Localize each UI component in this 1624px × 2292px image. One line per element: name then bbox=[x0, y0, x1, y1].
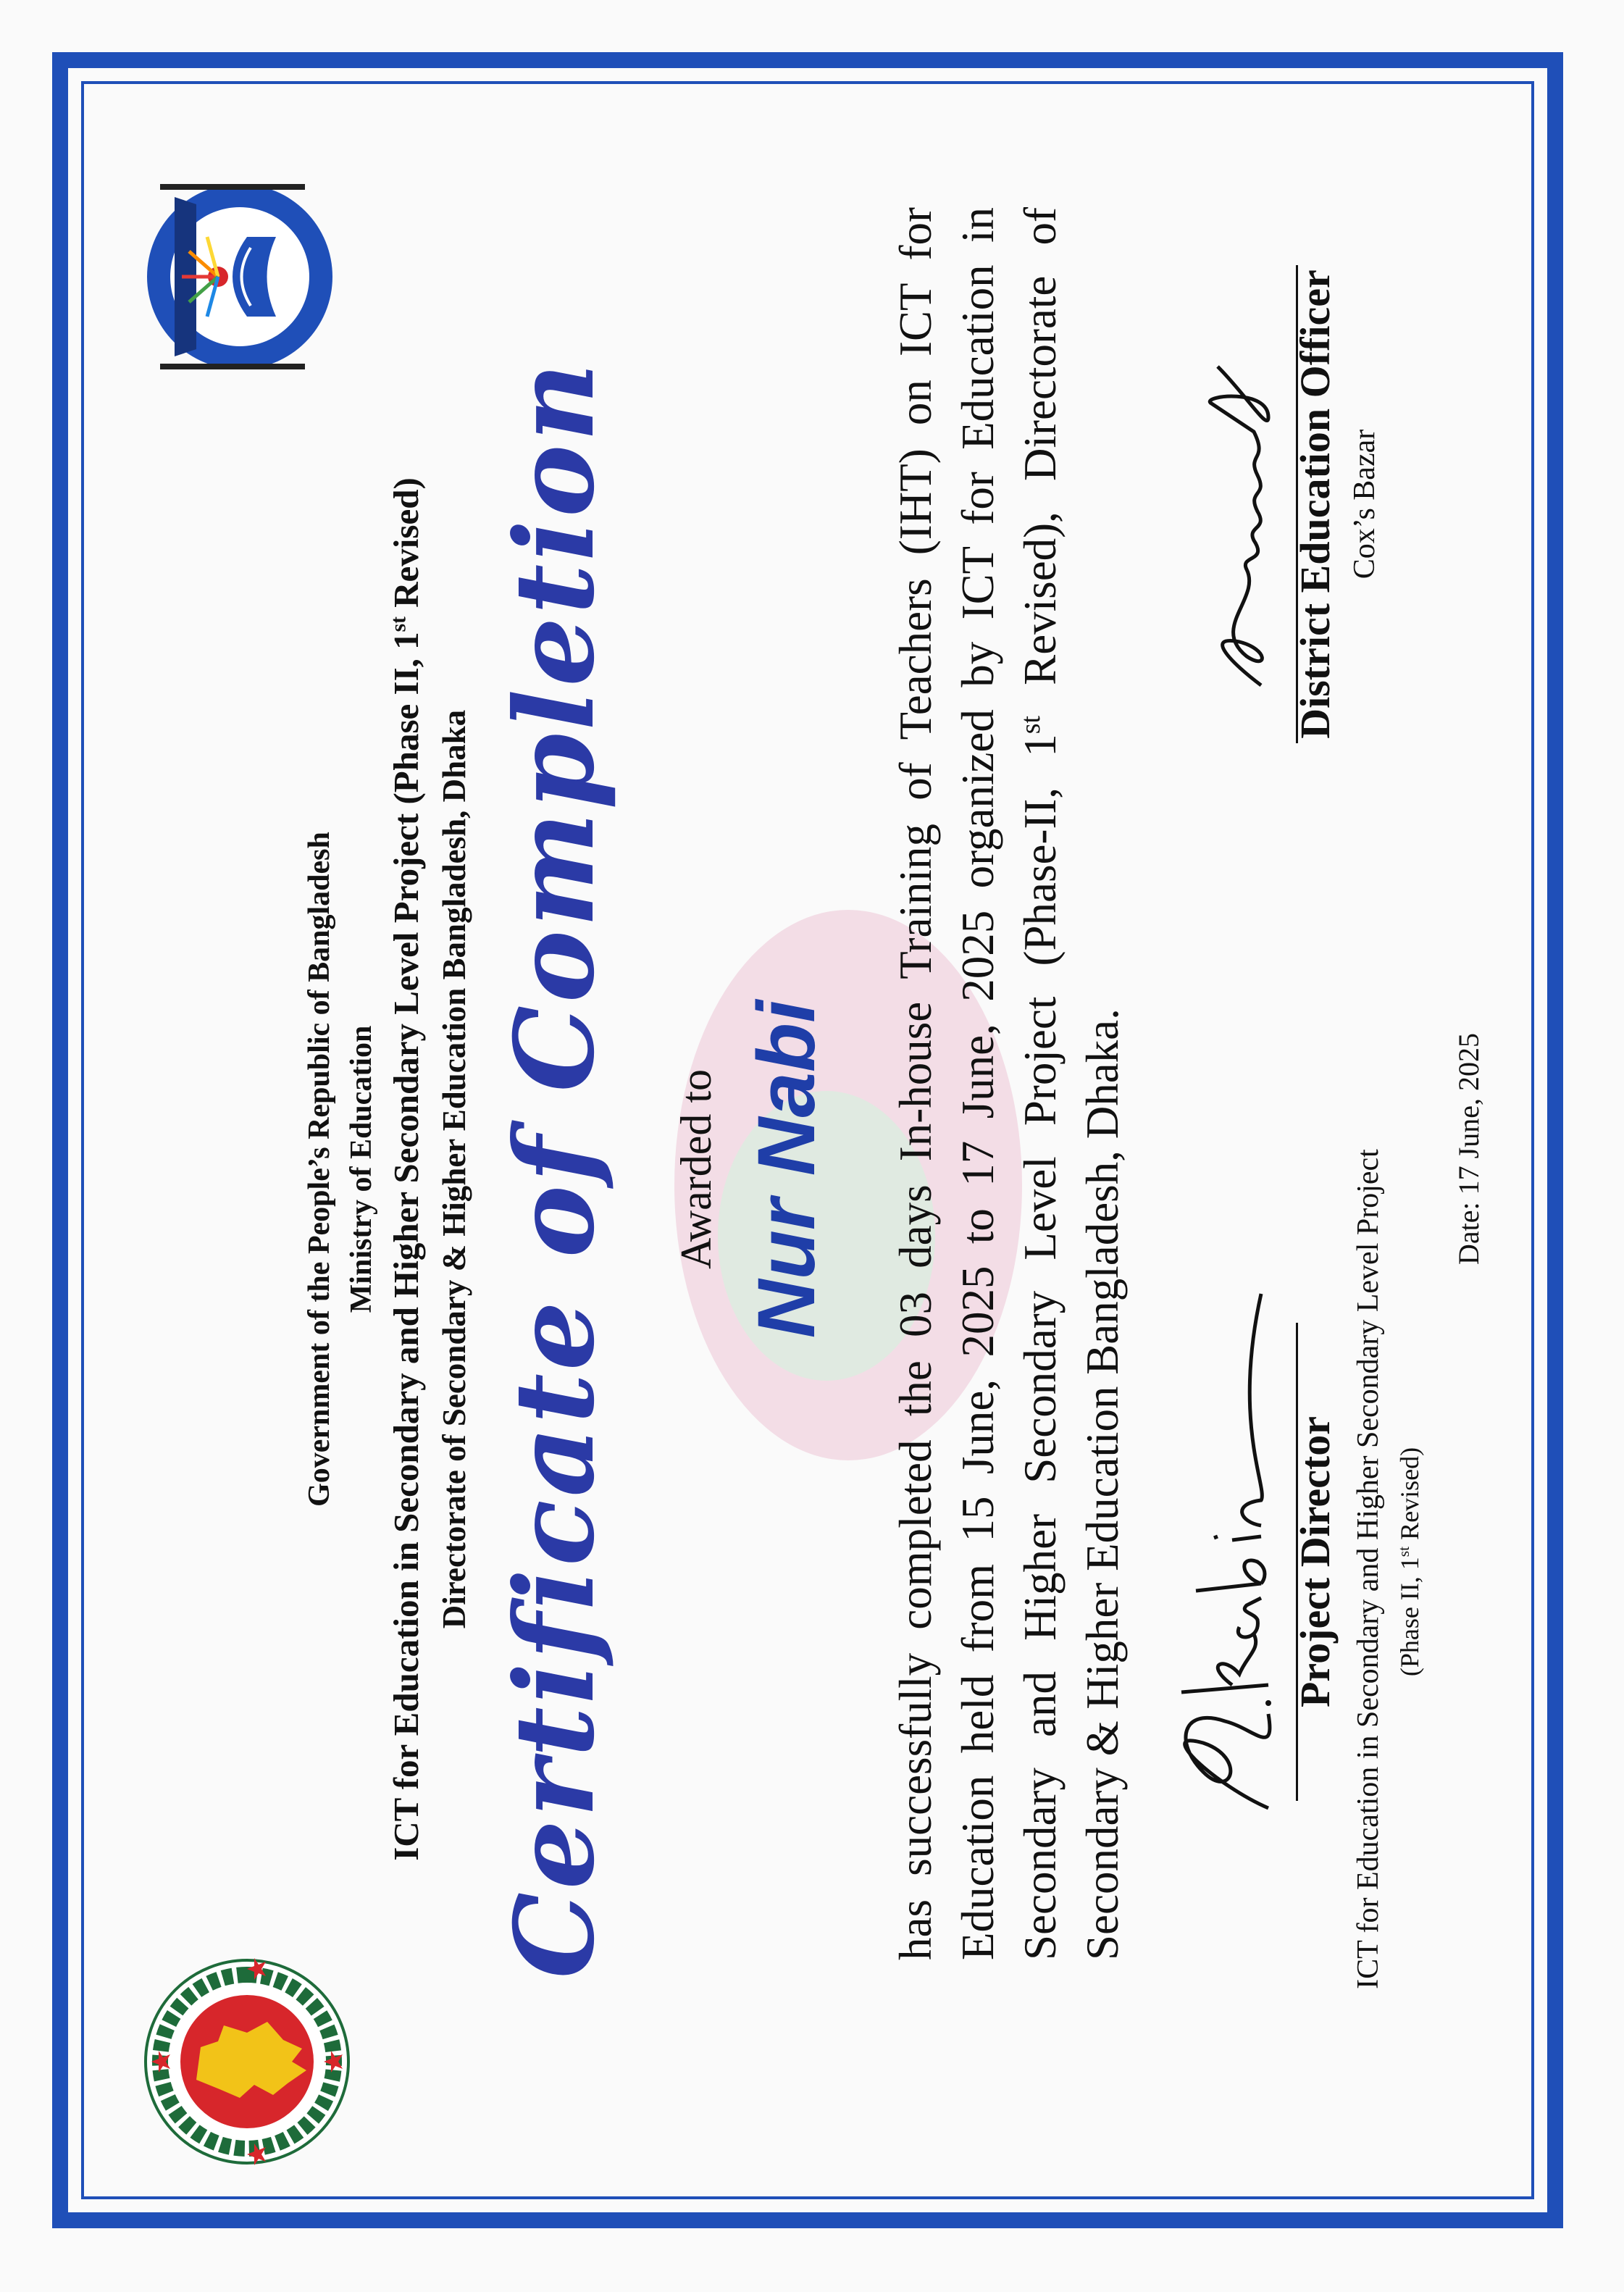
district-officer-location: Cox’s Bazar bbox=[1348, 429, 1381, 580]
awarded-to-label: Awarded to bbox=[672, 1068, 720, 1270]
district-officer-title: District Education Officer bbox=[1292, 269, 1339, 739]
certificate-body: has successfully completed the 03 days In-house Training of Teachers (IHT) on ICT for Education held from 15 June, 2025 to 17 June, 2025 organized by ICT for Education in Secondary and Higher Secondary Level Project (Phase-II, 1st Revised), Directorate of Secondary & Higher Education Bangladesh, Dhaka. bbox=[890, 207, 1128, 1960]
project-director-signature bbox=[1123, 1279, 1297, 1830]
header-project: ICT for Education in Secondary and Higher Secondary Level Project (Phase II, 1st Revised) bbox=[386, 477, 426, 1861]
certificate-title: Certificate of Completion bbox=[491, 359, 619, 1979]
district-officer-signature bbox=[1160, 330, 1305, 707]
certificate-content bbox=[88, 132, 1526, 2207]
project-director-title: Project Director bbox=[1292, 1416, 1339, 1707]
project-director-phase: (Phase II, 1st Revised) bbox=[1395, 1447, 1424, 1677]
project-director-org: ICT for Education in Secondary and Higher Secondary Level Project bbox=[1352, 1149, 1385, 1989]
header-directorate: Directorate of Secondary & Higher Education Bangladesh, Dhaka bbox=[436, 709, 472, 1629]
issuer-header bbox=[298, 132, 477, 2207]
recipient-name: Nur Nabi bbox=[741, 1000, 832, 1339]
issue-date: Date: 17 June, 2025 bbox=[1452, 1033, 1485, 1265]
header-ministry: Ministry of Education bbox=[345, 1025, 378, 1313]
header-government: Government of the People’s Republic of Bangladesh bbox=[303, 832, 336, 1507]
